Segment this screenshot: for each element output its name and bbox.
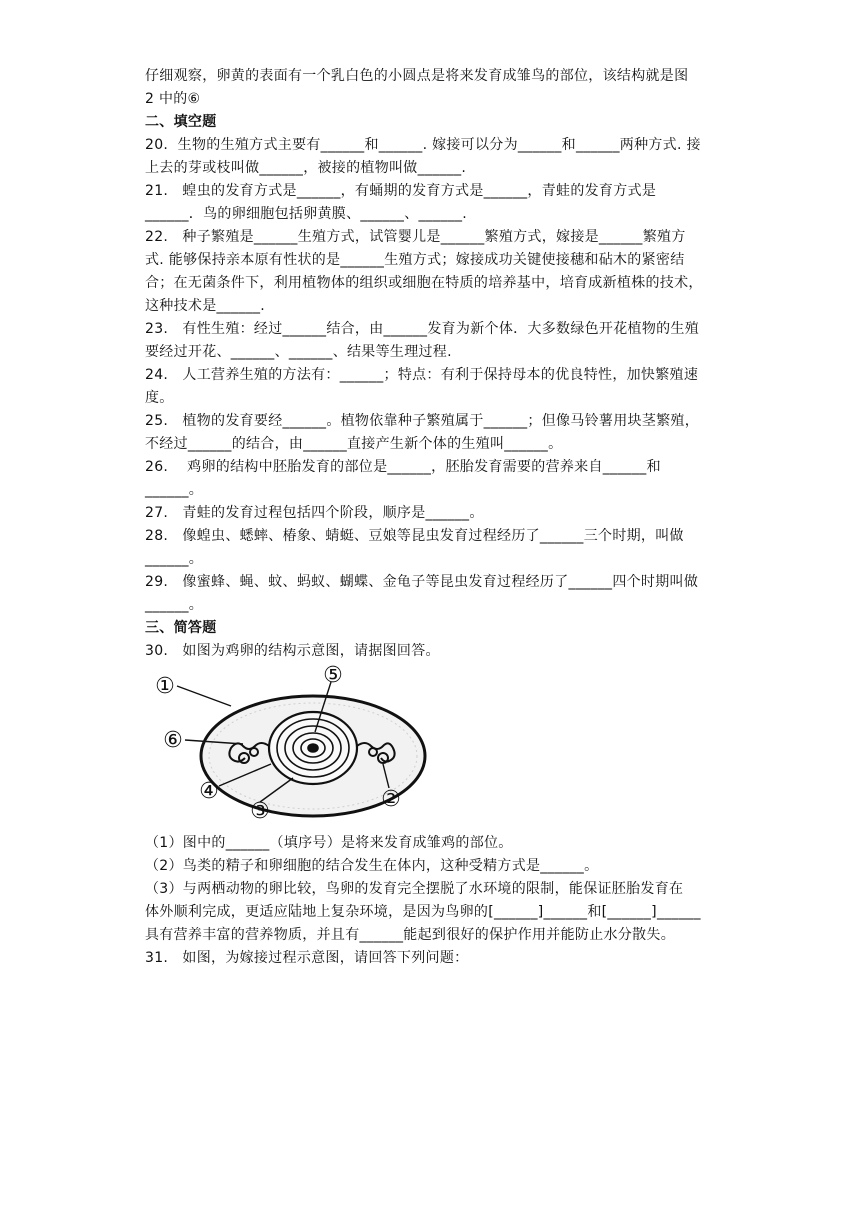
question-line: 27. 青蛙的发育过程包括四个阶段，顺序是______。 [145, 505, 484, 521]
question-line: 20. 生物的生殖方式主要有______和______. 嫁接可以分为______和______两种方式. 接 [145, 137, 701, 153]
label-6: ⑥ [163, 728, 183, 753]
subquestion-line: （1）图中的______（填序号）是将来发育成雏鸡的部位。 [145, 835, 513, 851]
subquestion-line: （3）与两栖动物的卵比较，鸟卵的发育完全摆脱了水环境的限制，能保证胚胎发育在 [145, 881, 684, 897]
text-line: 2 中的⑥ [145, 91, 201, 107]
question-line: ______。 [145, 597, 204, 613]
question-line: 23. 有性生殖：经过______结合，由______发育为新个体．大多数绿色开花植物的生殖 [145, 321, 700, 337]
subquestion-line: （2）鸟类的精子和卵细胞的结合发生在体内，这种受精方式是______。 [145, 858, 599, 874]
subquestion-line: 体外顺利完成，更适应陆地上复杂环境，是因为鸟卵的[______]______和[______]______ [145, 904, 701, 920]
question-line: 21. 蝗虫的发育方式是______，有蛹期的发育方式是______，青蛙的发育方式是 [145, 183, 657, 199]
question-line: 要经过开花、______、______、结果等生理过程. [145, 344, 452, 360]
label-2: ② [381, 787, 401, 812]
text-line: 仔细观察，卵黄的表面有一个乳白色的小圆点是将来发育成雏鸟的部位，该结构就是图 [145, 68, 689, 84]
label-1: ① [155, 674, 175, 699]
question-line: 28. 像蝗虫、蟋蟀、椿象、蜻蜓、豆娘等昆虫发育过程经历了______三个时期，叫做 [145, 528, 684, 544]
label-5: ⑤ [323, 663, 343, 688]
question-line: 22. 种子繁殖是______生殖方式，试管婴儿是______繁殖方式，嫁接是______繁殖方 [145, 229, 686, 245]
question-line: 上去的芽或枝叫做______，被接的植物叫做______. [145, 160, 467, 176]
question-line: ______。 [145, 551, 204, 567]
section-heading: 三、简答题 [145, 620, 217, 636]
question-line: 不经过______的结合，由______直接产生新个体的生殖叫______。 [145, 436, 563, 452]
question-line: 30. 如图为鸡卵的结构示意图，请据图回答。 [145, 643, 440, 659]
question-line: 25. 植物的发育要经______。植物依靠种子繁殖属于______；但像马铃薯用块茎繁殖， [145, 413, 700, 429]
question-line: 式. 能够保持亲本原有性状的是______生殖方式；嫁接成功关键使接穗和砧木的紧密结 [145, 252, 685, 268]
question-line: 这种技术是______. [145, 298, 266, 314]
section-heading: 二、填空题 [145, 114, 217, 130]
egg-structure-diagram [143, 660, 428, 820]
question-line: 29. 像蜜蜂、蝇、蚊、蚂蚁、蝴蝶、金龟子等昆虫发育过程经历了______四个时期叫做 [145, 574, 699, 590]
question-line: ______。 [145, 482, 204, 498]
question-line: 24. 人工营养生殖的方法有：______；特点：有利于保持母本的优良特性，加快繁殖速 [145, 367, 699, 383]
question-line: 26. 鸡卵的结构中胚胎发育的部位是______，胚胎发育需要的营养来自______和 [145, 459, 661, 475]
label-3: ③ [250, 799, 270, 820]
subquestion-line: 具有营养丰富的营养物质，并且有______能起到很好的保护作用并能防止水分散失。 [145, 927, 675, 943]
question-line: 度。 [145, 390, 174, 406]
question-line: 31. 如图，为嫁接过程示意图，请回答下列问题： [145, 950, 469, 966]
label-4: ④ [199, 779, 219, 804]
question-line: 合；在无菌条件下，利用植物体的组织或细胞在特质的培养基中，培育成新植株的技术， [145, 275, 703, 291]
yolk-shape [269, 712, 357, 784]
question-line: ______．鸟的卵细胞包括卵黄膜、______、______. [145, 206, 468, 222]
